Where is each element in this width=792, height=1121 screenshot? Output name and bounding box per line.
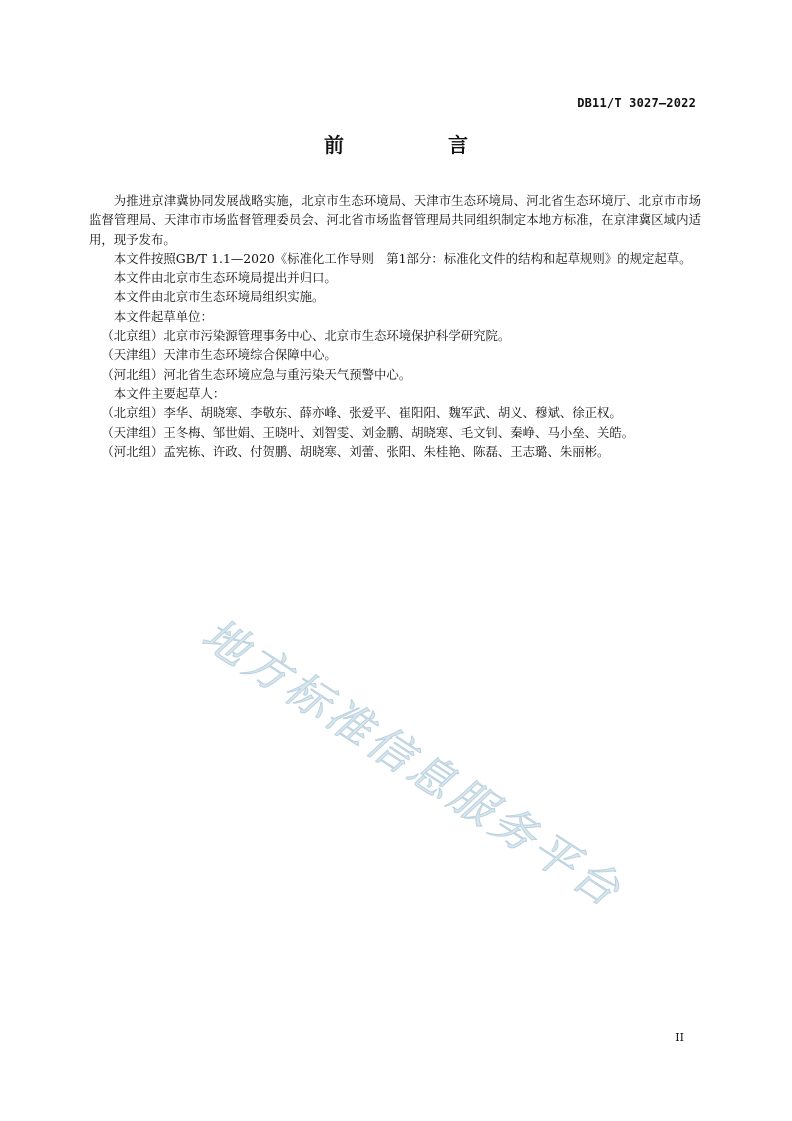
paragraph-drafters-heading: 本文件主要起草人： [113, 385, 226, 401]
page-number: II [675, 1031, 684, 1044]
drafters-beijing: （北京组）李华、胡晓寒、李敬东、薛亦峰、张爱平、崔阳阳、魏军武、胡义、穆斌、徐正权。 [101, 405, 622, 421]
watermark: 地方标准信息服务平台 [193, 608, 632, 919]
foreword-body [89, 191, 701, 461]
page-title: 前 言 [324, 133, 510, 157]
standard-code: DB11/T 3027—2022 [577, 96, 696, 110]
drafters-tianjin: （天津组）王冬梅、邹世娟、王晓叶、刘智雯、刘金鹏、胡晓寒、毛文钊、秦峥、马小垒、关皓。 [101, 424, 635, 440]
paragraph-implementer: 本文件由北京市生态环境局组织实施。 [113, 289, 325, 305]
drafting-unit-beijing: （北京组）北京市污染源管理事务中心、北京市生态环境保护科学研究院。 [101, 328, 511, 344]
paragraph-proposer: 本文件由北京市生态环境局提出并归口。 [113, 270, 337, 286]
paragraph-drafting-units-heading: 本文件起草单位： [113, 308, 213, 324]
drafters-hebei: （河北组）孟宪栋、许政、付贺鹏、胡晓寒、刘蕾、张阳、朱桂艳、陈磊、王志璐、朱丽彬。 [101, 443, 610, 459]
drafting-unit-hebei: （河北组）河北省生态环境应急与重污染天气预警中心。 [101, 366, 412, 382]
paragraph-drafting-rules: 本文件按照GB/T 1.1—2020《标准化工作导则 第1部分：标准化文件的结构和起草规则》的规定起草。 [113, 250, 692, 266]
drafting-unit-tianjin: （天津组）天津市生态环境综合保障中心。 [101, 347, 337, 363]
paragraph-purpose: 为推进京津冀协同发展战略实施，北京市生态环境局、天津市生态环境局、河北省生态环境厅、北京市市场监督管理局、天津市市场监督管理委员会、河北省市场监督管理局共同组织制定本地方标准，在京津冀区域内适用，现予发布。 [89, 193, 701, 247]
